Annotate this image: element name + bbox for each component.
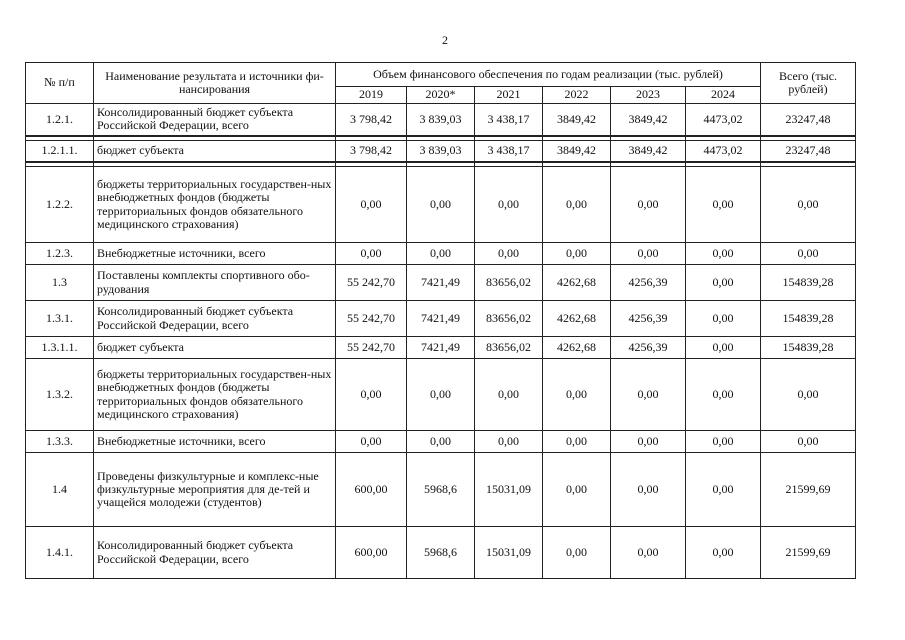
row-value: 0,00	[543, 359, 611, 431]
row-name: Проведены физкультурные и комплекс-ные физкультурные мероприятия для де-тей и учащейся молодежи (студентов)	[94, 453, 336, 527]
row-value: 4262,68	[543, 301, 611, 337]
row-value: 0,00	[407, 359, 475, 431]
header-name: Наименование результата и источники фи-нансирования	[94, 63, 336, 104]
row-value: 0,00	[475, 359, 543, 431]
row-value: 0,00	[686, 431, 761, 453]
row-name: бюджет субъекта	[94, 337, 336, 359]
row-value: 0,00	[475, 167, 543, 243]
row-value: 7421,49	[407, 337, 475, 359]
row-value: 0,00	[543, 167, 611, 243]
row-value: 0,00	[543, 243, 611, 265]
row-value: 0,00	[543, 453, 611, 527]
funding-table	[25, 62, 856, 579]
row-value: 0,00	[686, 359, 761, 431]
row-value: 15031,09	[475, 527, 543, 579]
row-number: 1.3.2.	[26, 359, 94, 431]
row-value: 0,00	[336, 359, 407, 431]
header-year: 2024	[686, 87, 761, 104]
row-number: 1.3.1.	[26, 301, 94, 337]
row-value: 0,00	[611, 359, 686, 431]
row-value: 0,00	[611, 453, 686, 527]
row-value: 5968,6	[407, 527, 475, 579]
table-row	[26, 167, 856, 243]
row-value: 0,00	[686, 301, 761, 337]
row-number: 1.2.1.1.	[26, 140, 94, 162]
table-row	[26, 265, 856, 301]
header-year: 2022	[543, 87, 611, 104]
header-year: 2023	[611, 87, 686, 104]
header-number: № п/п	[26, 63, 94, 104]
row-total: 0,00	[761, 359, 856, 431]
row-value: 4262,68	[543, 337, 611, 359]
row-value: 0,00	[407, 243, 475, 265]
row-value: 3849,42	[611, 104, 686, 136]
row-number: 1.4.1.	[26, 527, 94, 579]
row-value: 4473,02	[686, 140, 761, 162]
row-value: 0,00	[686, 527, 761, 579]
row-value: 0,00	[611, 431, 686, 453]
row-value: 0,00	[543, 431, 611, 453]
row-value: 15031,09	[475, 453, 543, 527]
row-name: бюджет субъекта	[94, 140, 336, 162]
row-value: 3849,42	[543, 104, 611, 136]
row-name: Внебюджетные источники, всего	[94, 243, 336, 265]
row-value: 4262,68	[543, 265, 611, 301]
row-value: 0,00	[543, 527, 611, 579]
row-value: 3849,42	[543, 140, 611, 162]
row-total: 154839,28	[761, 337, 856, 359]
row-value: 0,00	[407, 431, 475, 453]
row-name: Консолидированный бюджет субъекта Российской Федерации, всего	[94, 527, 336, 579]
header-year: 2020*	[407, 87, 475, 104]
row-name: Консолидированный бюджет субъекта Российской Федерации, всего	[94, 301, 336, 337]
row-value: 0,00	[407, 167, 475, 243]
row-value: 55 242,70	[336, 337, 407, 359]
row-number: 1.2.1.	[26, 104, 94, 136]
row-value: 4256,39	[611, 337, 686, 359]
row-total: 23247,48	[761, 104, 856, 136]
row-value: 3 438,17	[475, 104, 543, 136]
row-value: 4256,39	[611, 301, 686, 337]
row-name: Консолидированный бюджет субъекта Российской Федерации, всего	[94, 104, 336, 136]
row-value: 0,00	[611, 167, 686, 243]
row-value: 600,00	[336, 453, 407, 527]
row-name: Поставлены комплекты спортивного обо-рудования	[94, 265, 336, 301]
row-value: 0,00	[686, 167, 761, 243]
row-value: 5968,6	[407, 453, 475, 527]
row-number: 1.2.3.	[26, 243, 94, 265]
row-value: 55 242,70	[336, 265, 407, 301]
row-name: бюджеты территориальных государствен-ных внебюджетных фондов (бюджеты территориальных фондов обязательного медицинского страхования)	[94, 359, 336, 431]
row-value: 3 798,42	[336, 140, 407, 162]
row-total: 21599,69	[761, 527, 856, 579]
row-value: 7421,49	[407, 301, 475, 337]
table-row	[26, 431, 856, 453]
row-value: 0,00	[686, 243, 761, 265]
row-number: 1.3.3.	[26, 431, 94, 453]
table-row	[26, 359, 856, 431]
row-value: 7421,49	[407, 265, 475, 301]
row-number: 1.3.1.1.	[26, 337, 94, 359]
row-value: 55 242,70	[336, 301, 407, 337]
row-value: 83656,02	[475, 265, 543, 301]
row-total: 0,00	[761, 167, 856, 243]
row-total: 0,00	[761, 431, 856, 453]
row-value: 3 839,03	[407, 140, 475, 162]
row-number: 1.3	[26, 265, 94, 301]
row-value: 4473,02	[686, 104, 761, 136]
row-value: 0,00	[611, 527, 686, 579]
row-value: 0,00	[336, 431, 407, 453]
row-value: 0,00	[336, 243, 407, 265]
table-row	[26, 453, 856, 527]
row-value: 0,00	[475, 243, 543, 265]
row-total: 23247,48	[761, 140, 856, 162]
row-value: 3 438,17	[475, 140, 543, 162]
header-year: 2019	[336, 87, 407, 104]
row-total: 154839,28	[761, 265, 856, 301]
row-number: 1.2.2.	[26, 167, 94, 243]
page-number: 2	[442, 33, 448, 47]
table-row	[26, 243, 856, 265]
row-name: Внебюджетные источники, всего	[94, 431, 336, 453]
table-row	[26, 104, 856, 136]
row-value: 0,00	[686, 337, 761, 359]
row-value: 0,00	[686, 265, 761, 301]
table-row	[26, 527, 856, 579]
table-row	[26, 301, 856, 337]
row-value: 83656,02	[475, 301, 543, 337]
row-total: 21599,69	[761, 453, 856, 527]
row-value: 3849,42	[611, 140, 686, 162]
header-total: Всего (тыс. рублей)	[761, 63, 856, 104]
header-funding: Объем финансового обеспечения по годам реализации (тыс. рублей)	[336, 63, 761, 87]
row-value: 0,00	[611, 243, 686, 265]
row-value: 0,00	[475, 431, 543, 453]
row-value: 600,00	[336, 527, 407, 579]
row-value: 4256,39	[611, 265, 686, 301]
row-value: 3 798,42	[336, 104, 407, 136]
table-row	[26, 140, 856, 162]
row-name: бюджеты территориальных государствен-ных внебюджетных фондов (бюджеты территориальных фондов обязательного медицинского страхования)	[94, 167, 336, 243]
row-total: 0,00	[761, 243, 856, 265]
table-row	[26, 337, 856, 359]
row-total: 154839,28	[761, 301, 856, 337]
row-value: 0,00	[686, 453, 761, 527]
row-value: 83656,02	[475, 337, 543, 359]
header-year: 2021	[475, 87, 543, 104]
row-number: 1.4	[26, 453, 94, 527]
row-value: 3 839,03	[407, 104, 475, 136]
row-value: 0,00	[336, 167, 407, 243]
